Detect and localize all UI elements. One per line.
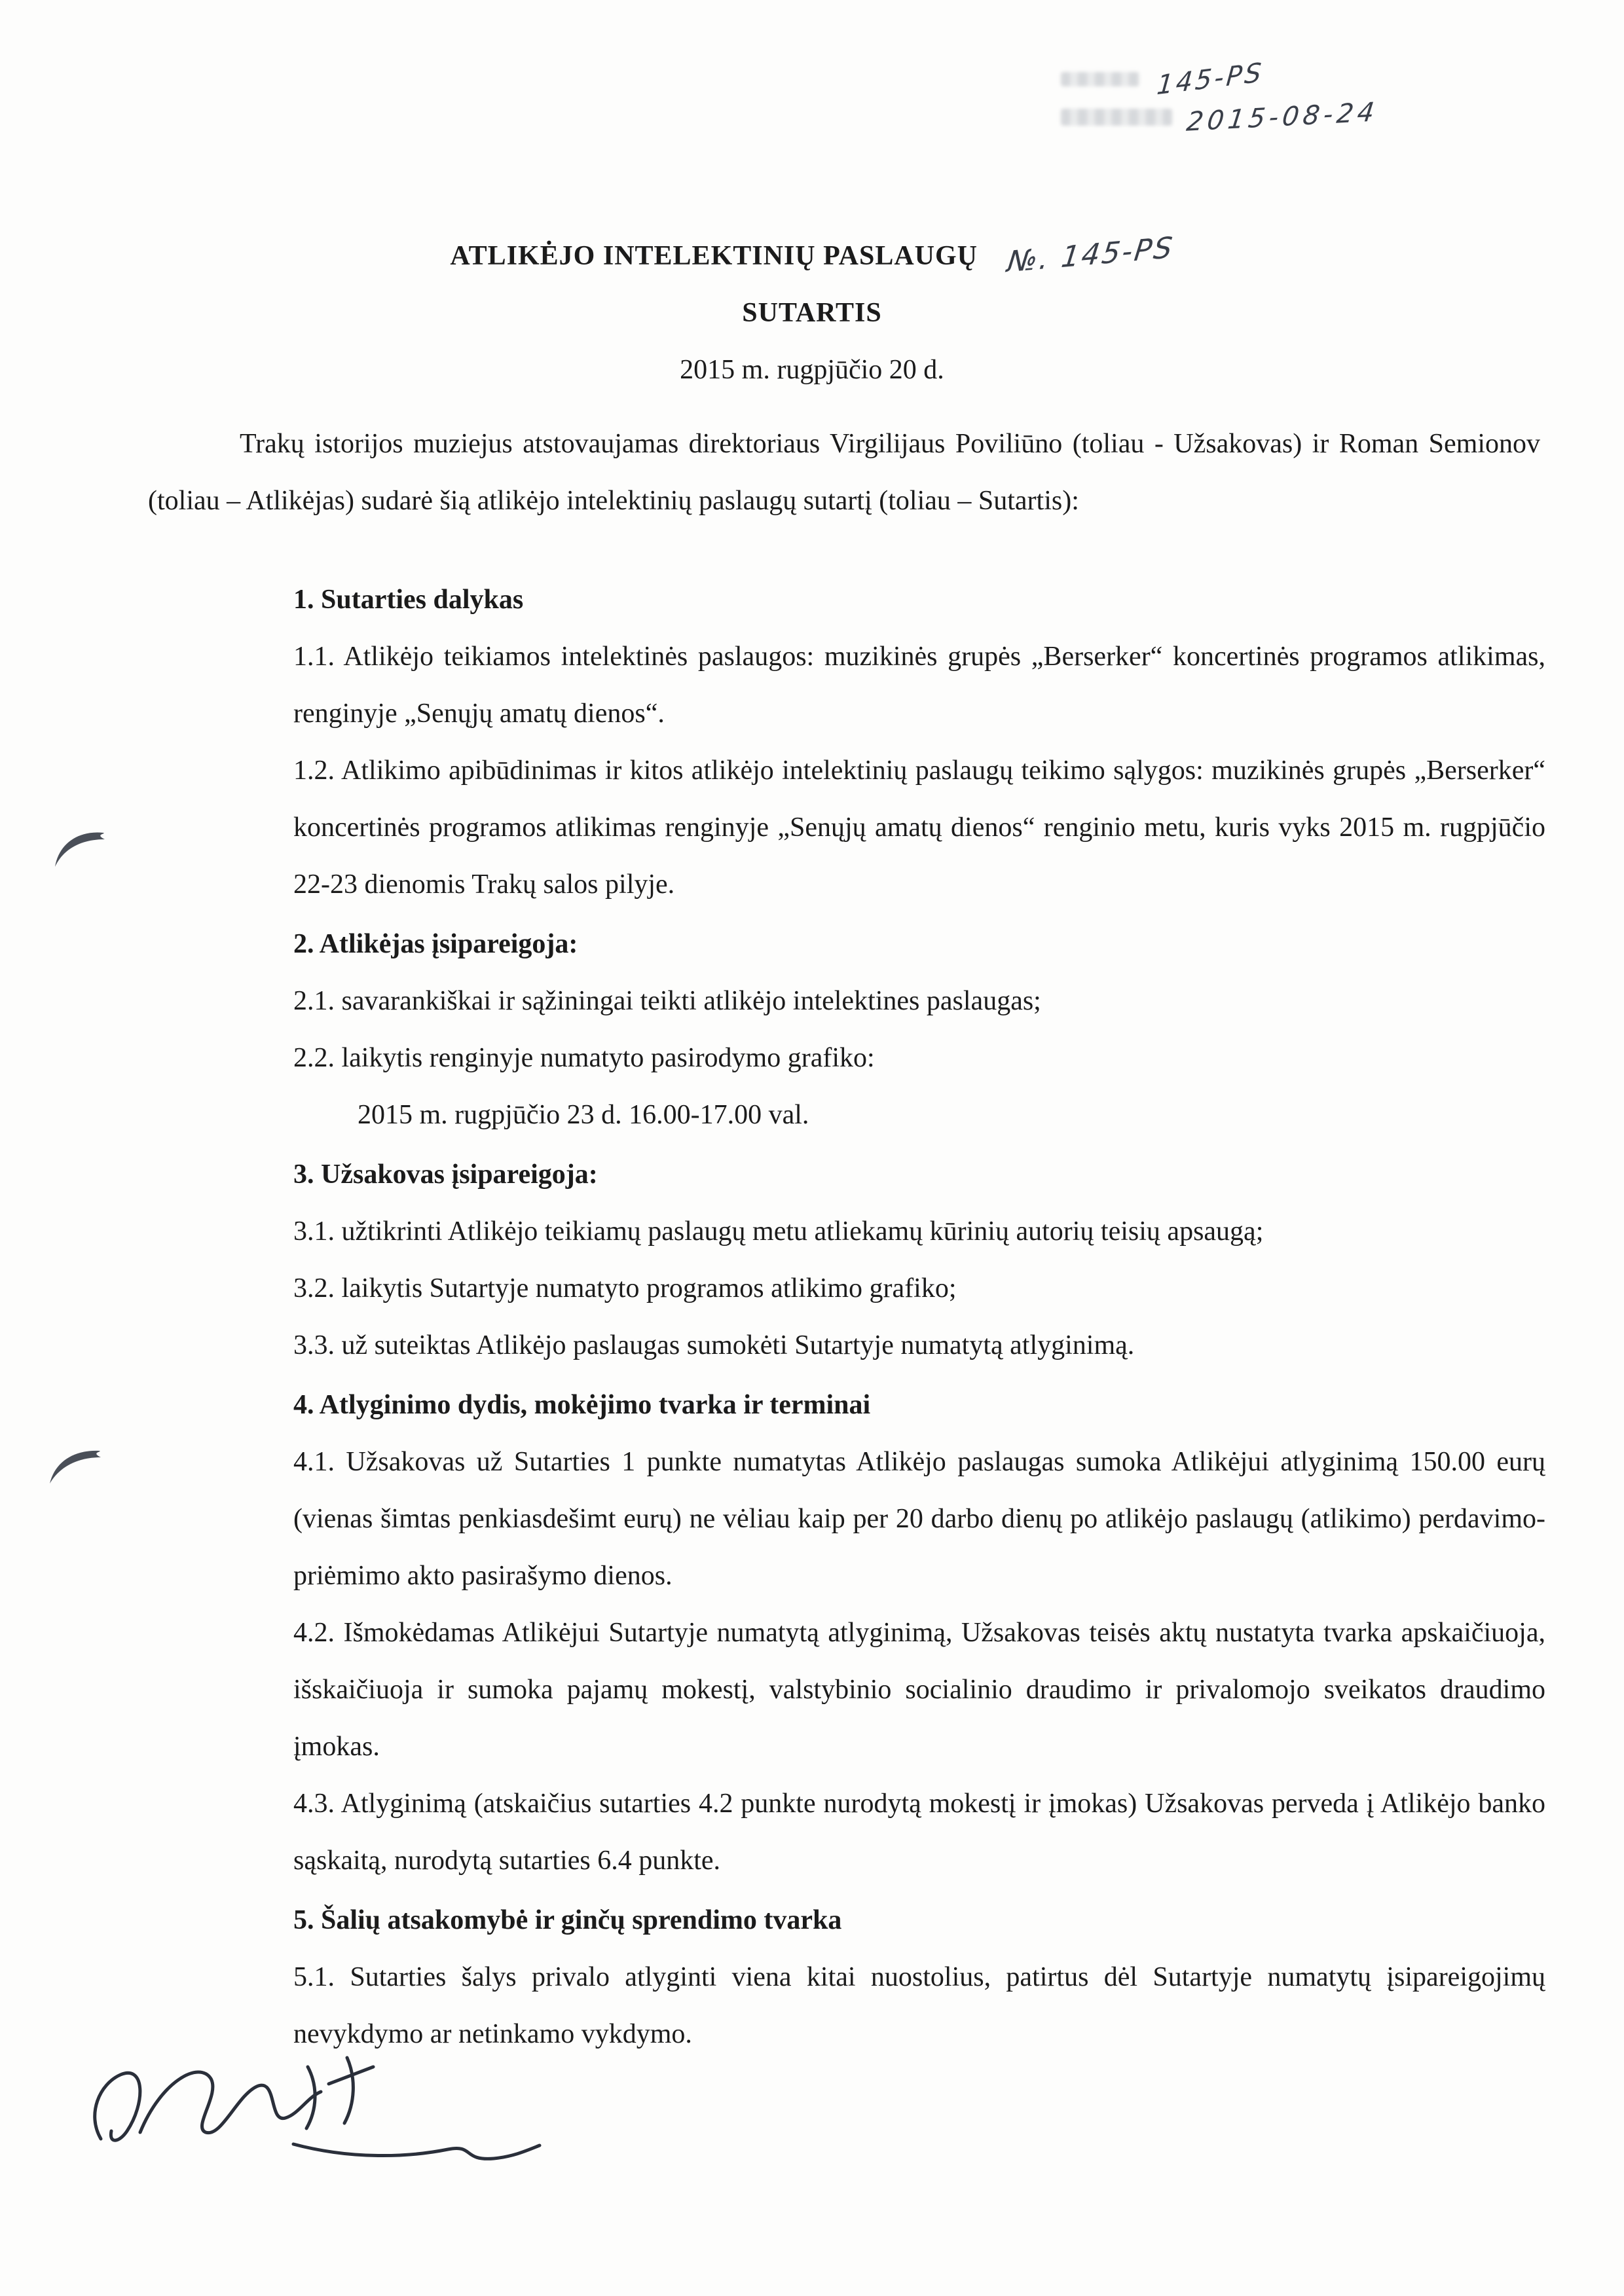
clause-4-2: 4.2. Išmokėdamas Atlikėjui Sutartyje numatytą atlyginimą, Užsakovas teisės aktų nustatyta tvarka apskaičiuoja, išskaičiuoja ir sumoka pajamų mokestį, valstybinio socialinio draudimo ir privalomojo sveikatos draudimo įmokas. bbox=[293, 1618, 1545, 1762]
handwritten-contract-number: №. 145-PS bbox=[1005, 230, 1176, 280]
section-5-heading: 5. Šalių atsakomybė ir ginčų sprendimo tvarka bbox=[293, 1905, 842, 1935]
clause-3-1: 3.1. užtikrinti Atlikėjo teikiamų paslaugų metu atliekamų kūrinių autorių teisių apsaugą; bbox=[293, 1216, 1264, 1247]
clause-3-3: 3.3. už suteiktas Atlikėjo paslaugas sumokėti Sutartyje numatytą atlyginimą. bbox=[293, 1330, 1135, 1360]
section-1-heading: 1. Sutarties dalykas bbox=[293, 585, 524, 615]
clause-3-2: 3.2. laikytis Sutartyje numatyto programos atlikimo grafiko; bbox=[293, 1273, 957, 1303]
section-2-heading: 2. Atlikėjas įsipareigoja: bbox=[293, 929, 578, 959]
contract-subtitle: SUTARTIS bbox=[742, 298, 882, 328]
contract-title: ATLIKĖJO INTELEKTINIŲ PASLAUGŲ bbox=[450, 241, 978, 271]
section-4-heading: 4. Atlyginimo dydis, mokėjimo tvarka ir terminai bbox=[293, 1390, 871, 1420]
intro-paragraph: Trakų istorijos muziejus atstovaujamas direktoriaus Virgilijaus Poviliūno (toliau - Užsakovas) ir Roman Semionov (toliau – Atlikėjas) sudarė šią atlikėjo intelektinių paslaugų sutartį (toliau – Sutartis): bbox=[148, 429, 1540, 516]
clause-4-3: 4.3. Atlyginimą (atskaičius sutarties 4.2 punkte nurodytą mokestį ir įmokas) Užsakovas perveda į Atlikėjo banko sąskaitą, nurodytą sutarties 6.4 punkte. bbox=[293, 1789, 1545, 1876]
clause-2-1: 2.1. savarankiškai ir sąžiningai teikti atlikėjo intelektines paslaugas; bbox=[293, 986, 1041, 1016]
clause-1-1: 1.1. Atlikėjo teikiamos intelektinės paslaugos: muzikinės grupės „Berserker“ koncertinės programos atlikimas, renginyje „Senųjų amatų dienos“. bbox=[293, 642, 1545, 729]
section-3-heading: 3. Užsakovas įsipareigoja: bbox=[293, 1159, 598, 1190]
clause-1-2: 1.2. Atlikimo apibūdinimas ir kitos atlikėjo intelektinių paslaugų teikimo sąlygos: muzikinės grupės „Berserker“ koncertinės programos atlikimas renginyje „Senųjų amatų dienos“ renginio metu, kuris vyks 2015 m. rugpjūčio 22-23 dienomis Trakų salos pilyje. bbox=[293, 756, 1545, 900]
stamp-date-row bbox=[1061, 98, 1559, 136]
pen-mark bbox=[43, 1446, 103, 1491]
clause-2-2: 2.2. laikytis renginyje numatyto pasirodymo grafiko: bbox=[293, 1043, 875, 1073]
registration-stamp bbox=[1061, 57, 1559, 137]
performance-schedule: 2015 m. rugpjūčio 23 d. 16.00-17.00 val. bbox=[358, 1100, 809, 1130]
handwritten-registration-date: 2015-08-24 bbox=[1185, 96, 1380, 137]
contract-date: 2015 m. rugpjūčio 20 d. bbox=[680, 355, 944, 385]
clause-5-1: 5.1. Sutarties šalys privalo atlyginti viena kitai nuostolius, patirtus dėl Sutartyje numatytų įsipareigojimų nevykdymo ar netinkamo vykdymo. bbox=[293, 1962, 1545, 2049]
title-line bbox=[0, 227, 1624, 285]
contract-body bbox=[293, 572, 1545, 2063]
clause-4-1: 4.1. Užsakovas už Sutarties 1 punkte numatytas Atlikėjo paslaugas sumoka Atlikėjui atlyginimą 150.00 eurų (vienas šimtas penkiasdešimt eurų) ne vėliau kaip per 20 darbo dienų po atlikėjo paslaugų (atlikimo) perdavimo-priėmimo akto pasirašymo dienos. bbox=[293, 1447, 1545, 1591]
stamp-smudge bbox=[1061, 72, 1139, 86]
stamp-smudge bbox=[1061, 109, 1172, 126]
handwritten-registration-number: 145-PS bbox=[1155, 57, 1265, 101]
pen-mark bbox=[48, 826, 109, 876]
